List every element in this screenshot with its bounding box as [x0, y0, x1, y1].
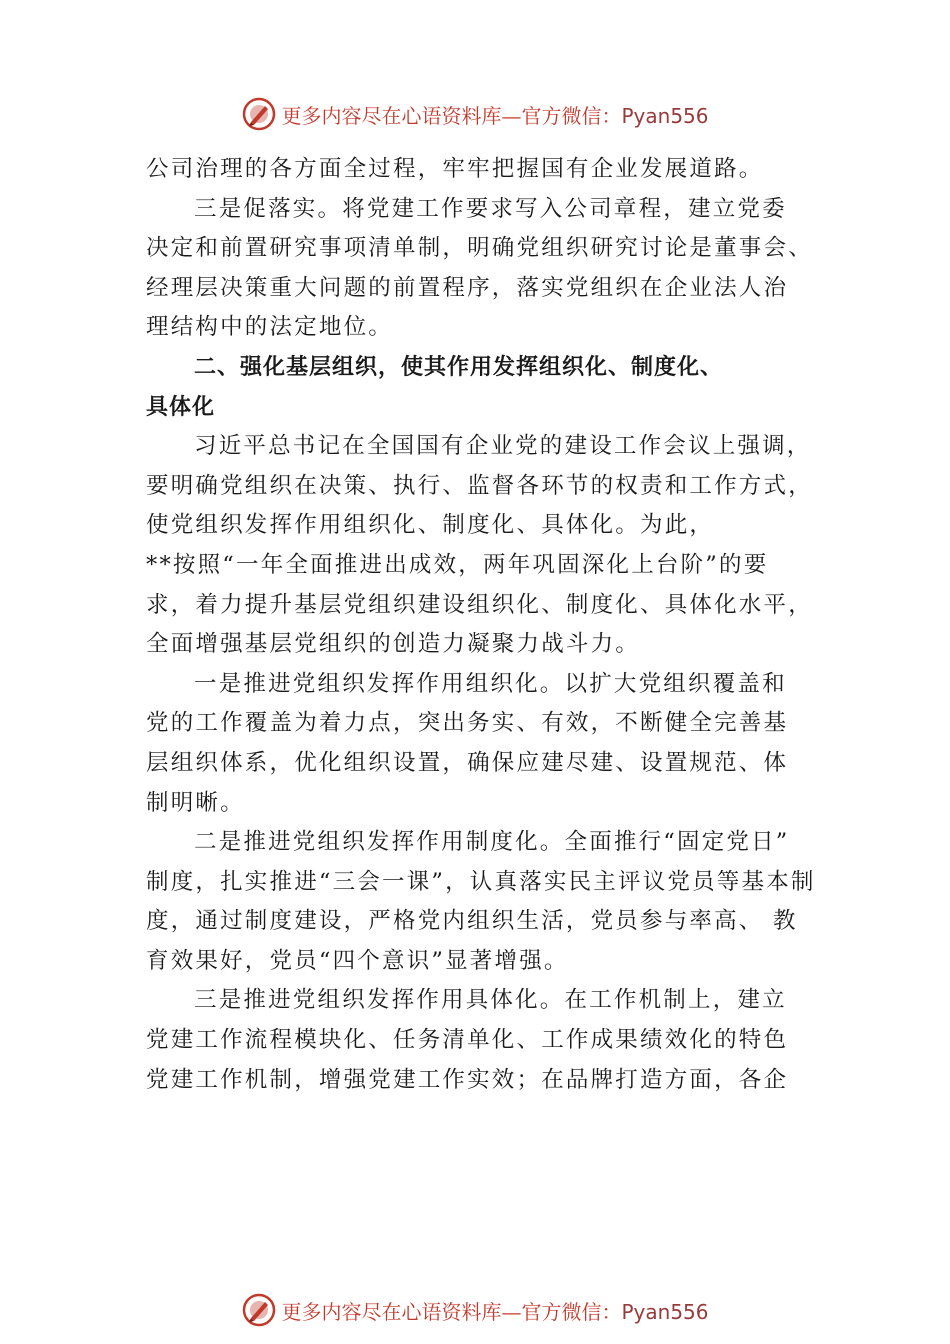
body-line: 党建工作机制，增强党建工作实效；在品牌打造方面，各企 — [146, 1066, 789, 1093]
header-separator: — — [501, 103, 522, 128]
document-body — [146, 150, 846, 1100]
footer-site-text: 更多内容尽在心语资料库 — [281, 1299, 502, 1324]
header-wechat-id: Pyan556 — [621, 103, 709, 128]
body-line: 制明晰。 — [146, 789, 245, 816]
pen-circle-icon — [241, 96, 277, 132]
body-line: 全面增强基层党组织的创造力凝聚力战斗力。 — [146, 631, 641, 658]
body-line: 育效果好，党员“四个意识”显著增强。 — [146, 947, 569, 974]
body-line: 党建工作流程模块化、任务清单化、工作成果绩效化的特色 — [146, 1027, 789, 1054]
body-line: 要明确党组织在决策、执行、监督各环节的权责和工作方式， — [146, 472, 813, 499]
body-line: 公司治理的各方面全过程，牢牢把握国有企业发展道路。 — [146, 156, 764, 182]
body-line: 理结构中的法定地位。 — [146, 314, 394, 341]
body-line: 二是推进党组织发挥作用制度化。全面推行“固定党日” — [194, 829, 790, 856]
body-line: 求，着力提升基层党组织建设组织化、制度化、具体化水平， — [146, 591, 813, 618]
body-line: 党的工作覆盖为着力点，突出务实、有效，不断健全完善基 — [146, 710, 789, 737]
body-line: 层组织体系，优化组织设置，确保应建尽建、设置规范、体 — [146, 749, 789, 776]
footer-separator: — — [501, 1299, 522, 1324]
header-banner — [0, 94, 950, 134]
body-line: 习近平总书记在全国国有企业党的建设工作会议上强调， — [194, 433, 812, 460]
footer-banner-text — [281, 1296, 708, 1325]
body-line: 经理层决策重大问题的前置程序，落实党组织在企业法人治 — [146, 274, 789, 301]
body-line: 三是促落实。将党建工作要求写入公司章程，建立党委 — [194, 195, 787, 222]
body-line: 决定和前置研究事项清单制，明确党组织研究讨论是董事会、 — [146, 235, 813, 262]
body-line: 一是推进党组织发挥作用组织化。以扩大党组织覆盖和 — [194, 670, 787, 697]
header-site-text: 更多内容尽在心语资料库 — [281, 103, 502, 128]
header-banner-text — [281, 100, 708, 129]
body-line: 制度，扎实推进“三会一课”，认真落实民主评议党员等基本制 — [146, 868, 816, 895]
body-line: 三是推进党组织发挥作用具体化。在工作机制上，建立 — [194, 987, 787, 1014]
footer-wechat-label: 官方微信： — [521, 1299, 622, 1324]
body-line: 度，通过制度建设，严格党内组织生活，党员参与率高、 教 — [146, 908, 798, 935]
body-line: 使党组织发挥作用组织化、制度化、具体化。为此， — [146, 512, 715, 539]
footer-wechat-id: Pyan556 — [621, 1299, 709, 1324]
footer-banner — [0, 1290, 950, 1330]
body-line: **按照“一年全面推进出成效，两年巩固深化上台阶”的要 — [146, 551, 769, 578]
section-heading: 二、强化基层组织，使其作用发挥组织化、制度化、 — [194, 354, 724, 380]
pen-circle-icon — [241, 1292, 277, 1328]
section-heading-continued: 具体化 — [146, 394, 216, 420]
header-wechat-label: 官方微信： — [521, 103, 622, 128]
